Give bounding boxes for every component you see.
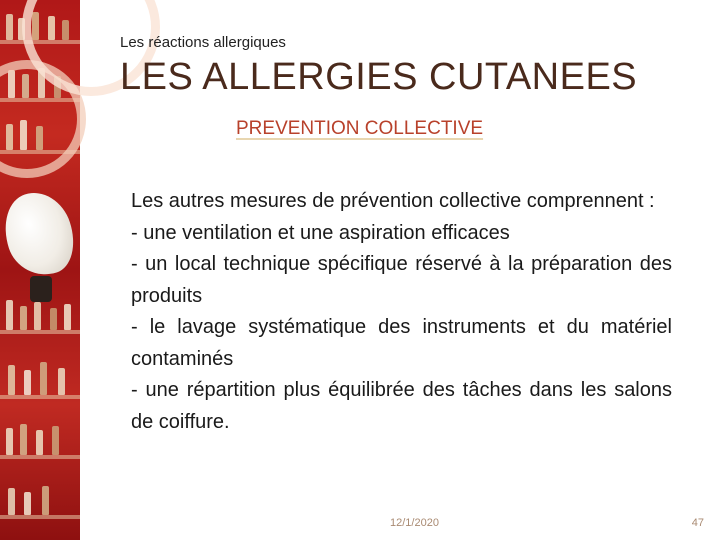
body-text bbox=[131, 186, 672, 438]
page-number: 47 bbox=[691, 517, 704, 529]
bullet-item: - une ventilation et une aspiration efficaces bbox=[131, 221, 510, 244]
bullet-item: - une répartition plus équilibrée des tâches dans les salons de coiffure. bbox=[131, 379, 672, 433]
slide-date: 12/1/2020 bbox=[390, 517, 439, 529]
section-heading: PREVENTION COLLECTIVE bbox=[236, 118, 484, 139]
bullet-item: - un local technique spécifique réservé à la préparation des produits bbox=[131, 253, 672, 307]
slide-title: LES ALLERGIES CUTANEES bbox=[120, 56, 638, 98]
body-paragraph: Les autres mesures de prévention collective comprennent : bbox=[131, 190, 655, 212]
bullet-item: - le lavage systématique des instruments et du matériel contaminés bbox=[131, 316, 672, 370]
slide-subtitle: Les réactions allergiques bbox=[120, 34, 286, 51]
